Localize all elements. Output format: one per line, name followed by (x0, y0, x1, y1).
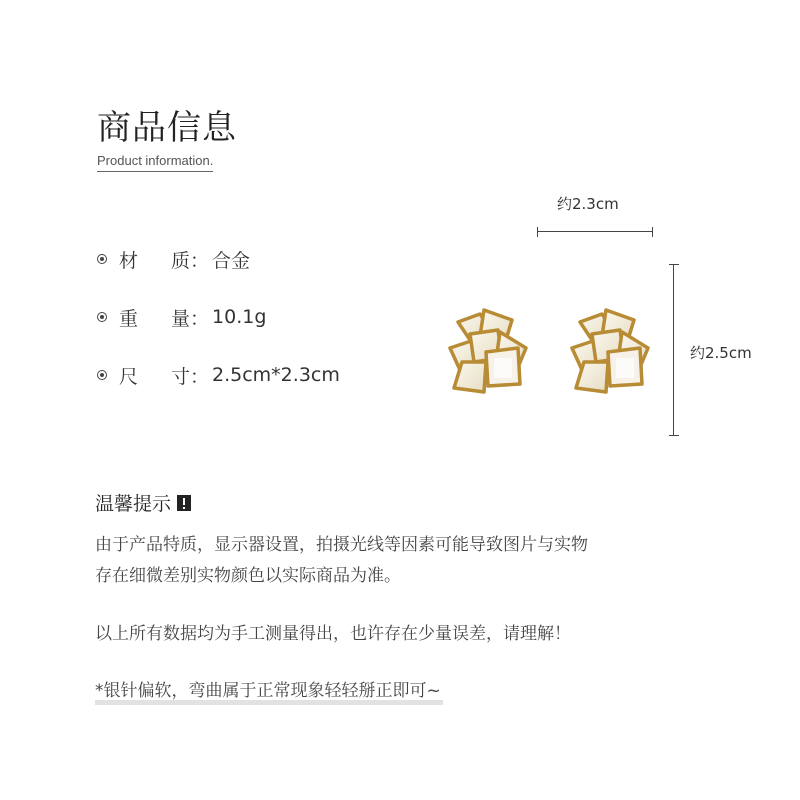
spec-value: 2.5cm*2.3cm (212, 364, 340, 386)
bullet-icon (97, 312, 107, 322)
tips-line-3: 以上所有数据均为手工测量得出，也许存在少量误差，请理解！ (95, 624, 571, 644)
tips-note: *银针偏软，弯曲属于正常现象轻轻掰正即可~ (95, 681, 441, 701)
spec-key-char1: 重 (119, 307, 139, 330)
page-title: 商品信息 (97, 108, 237, 148)
tips-line-2: 存在细微差别实物颜色以实际商品为准。 (95, 566, 401, 586)
spec-colon: ： (190, 365, 210, 388)
earring-left-image (440, 300, 540, 405)
spec-key-char2: 质 (171, 249, 191, 272)
spec-key-char1: 材 (119, 249, 139, 272)
bullet-icon (97, 254, 107, 264)
spec-material (97, 247, 250, 271)
spec-value: 合金 (212, 249, 251, 272)
spec-size (97, 363, 340, 387)
earring-right-image (562, 300, 662, 405)
width-dimension-line (537, 231, 653, 232)
tips-line-1: 由于产品特质，显示器设置，拍摄光线等因素可能导致图片与实物 (95, 535, 588, 555)
page-subtitle: Product information. (97, 153, 213, 172)
tips-title: 温馨提示 (95, 493, 172, 515)
height-dimension-label: 约2.5cm (690, 344, 752, 362)
spec-key-char2: 寸 (171, 365, 191, 388)
spec-key-char1: 尺 (119, 365, 139, 388)
spec-colon: ： (190, 249, 210, 272)
spec-value: 10.1g (212, 306, 267, 328)
bullet-icon (97, 370, 107, 380)
spec-colon: ： (190, 307, 210, 330)
width-dimension-label: 约2.3cm (557, 195, 619, 213)
exclamation-icon (177, 495, 191, 511)
height-dimension-line (673, 264, 674, 436)
spec-key-char2: 量 (171, 307, 191, 330)
tips-note-block (95, 676, 441, 701)
spec-weight (97, 305, 266, 329)
tips-heading (95, 489, 191, 516)
